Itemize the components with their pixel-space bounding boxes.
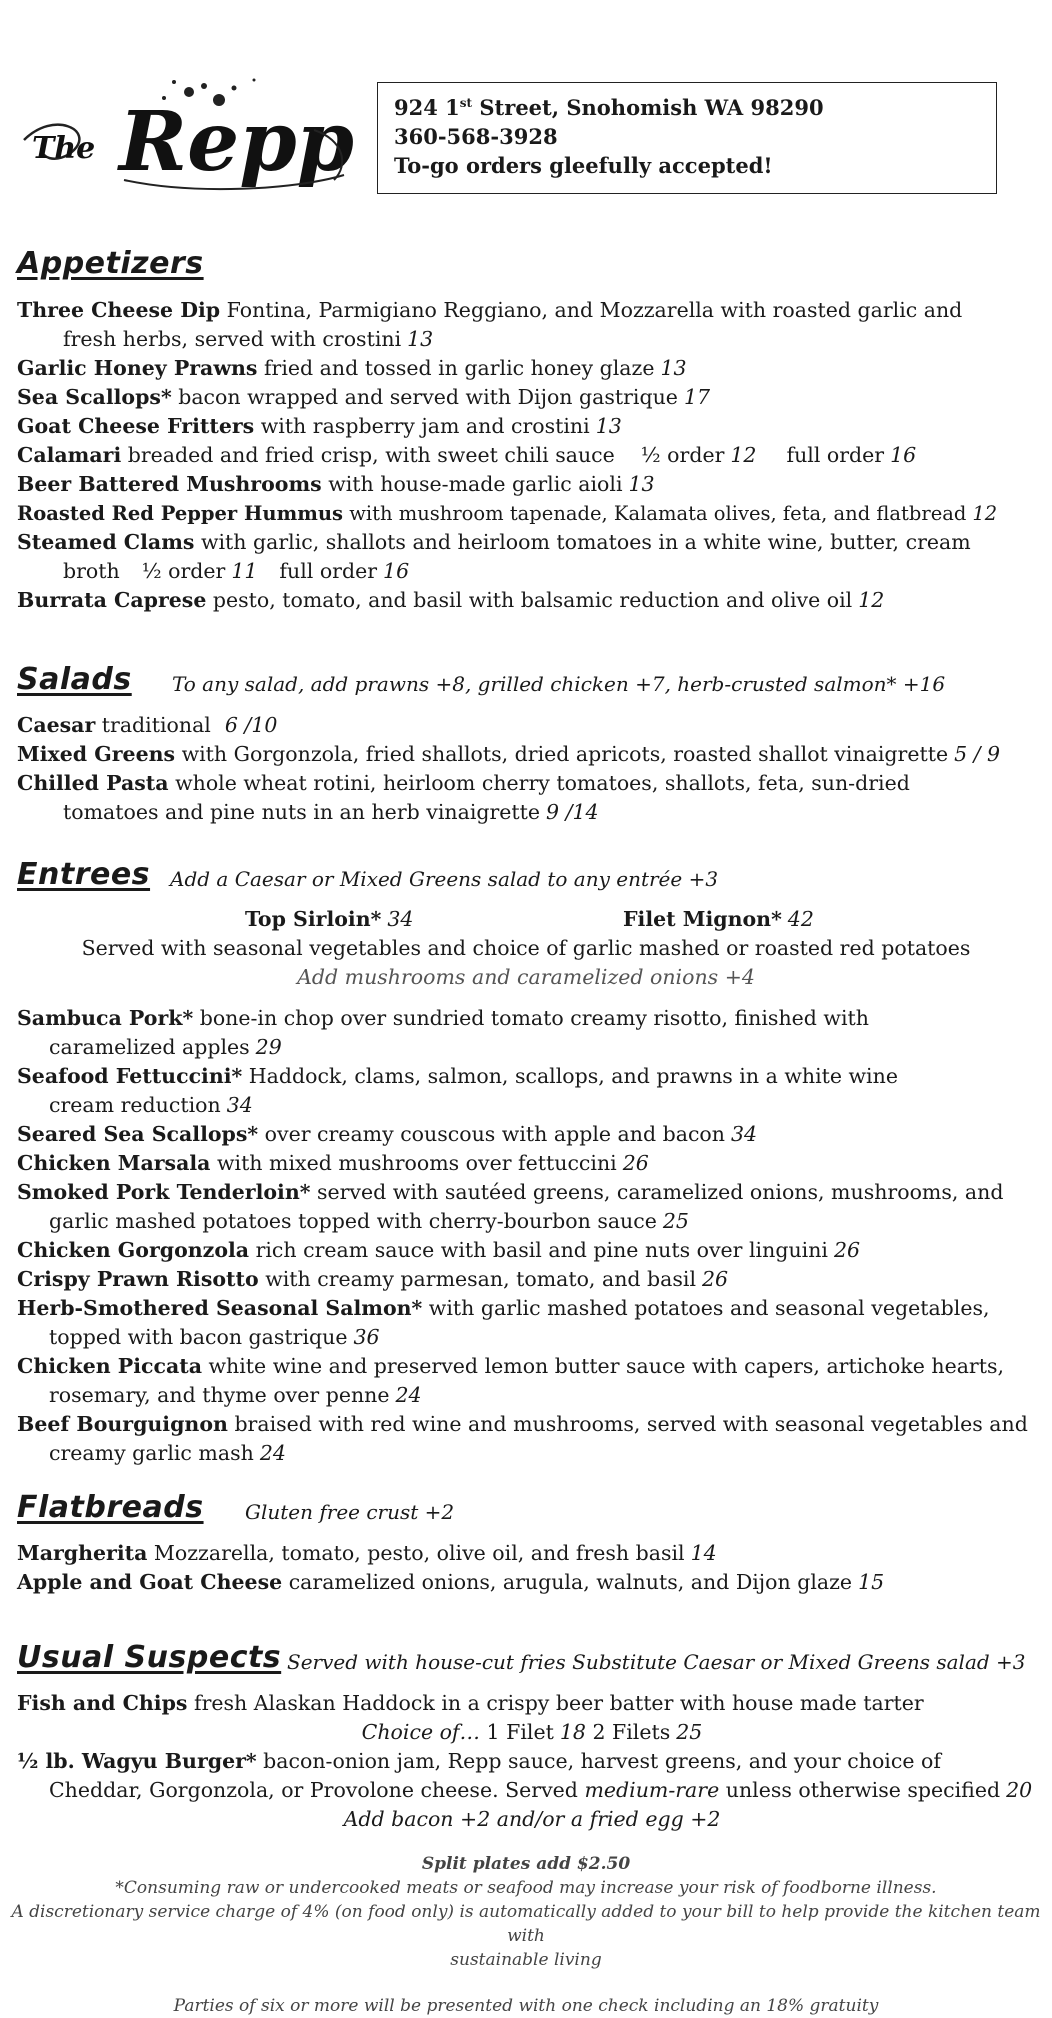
footer	[0, 1852, 1052, 2018]
price: 34	[730, 1122, 758, 1146]
flatbreads-note: Gluten free crust +2	[245, 1500, 455, 1524]
steak-addon: Add mushrooms and caramelized onions +4	[297, 965, 755, 989]
service-charge-note-cont: sustainable living	[450, 1950, 602, 1970]
svg-text:Repp: Repp	[119, 94, 354, 190]
menu-item: Goat Cheese Fritters with raspberry jam and crostini 13	[17, 414, 622, 438]
salads-list: Caesar traditional 6 /10 Mixed Greens with Gorgonzola, fried shallots, dried apricots, roasted shallot vinaigrette 5 / 9 Chilled Pasta whole wheat rotini, heirloom cherry tomatoes, shallots, feta, sun-dried tomatoes and pine nuts in an herb vinaigrette 9 /14	[17, 711, 1047, 827]
salads-title: Salads	[17, 662, 132, 697]
menu-item: Burrata Caprese pesto, tomato, and basil with balsamic reduction and olive oil 12	[17, 588, 885, 612]
menu-item: Apple and Goat Cheese caramelized onions, arugula, walnuts, and Dijon glaze 15	[17, 1570, 885, 1594]
menu-item: Mixed Greens with Gorgonzola, fried shallots, dried apricots, roasted shallot vinaigrette 5 / 9	[17, 742, 1001, 766]
menu-item: Seared Sea Scallops* over creamy couscous with apple and bacon 34	[17, 1122, 758, 1146]
entrees-note: Add a Caesar or Mixed Greens salad to any entrée +3	[170, 867, 719, 891]
flatbreads-title: Flatbreads	[17, 1490, 204, 1525]
menu-item: Roasted Red Pepper Hummus with mushroom tapenade, Kalamata olives, feta, and flatbread 12	[17, 502, 998, 525]
menu-item: Steamed Clams with garlic, shallots and heirloom tomatoes in a white wine, butter, cream	[17, 530, 971, 554]
price: 6 /10	[224, 713, 278, 737]
menu-item: Chicken Gorgonzola rich cream sauce with basil and pine nuts over linguini 26	[17, 1238, 861, 1262]
steak-sirloin: Top Sirloin* 34	[245, 907, 414, 931]
price: 20	[1006, 1778, 1033, 1802]
price: 29	[255, 1035, 282, 1059]
menu-item: Beef Bourguignon braised with red wine and mushrooms, served with seasonal vegetables and	[17, 1412, 1028, 1436]
menu-item: Margherita Mozzarella, tomato, pesto, olive oil, and fresh basil 14	[17, 1541, 717, 1565]
address: 924 1st Street, Snohomish WA 98290	[394, 95, 824, 120]
contact-box	[377, 82, 997, 194]
price: 13	[660, 356, 687, 380]
consumption-warning: *Consuming raw or undercooked meats or seafood may increase your risk of foodborne illness.	[115, 1878, 937, 1898]
price: 36	[353, 1325, 380, 1349]
steak-filet: Filet Mignon* 42	[623, 907, 814, 931]
menu-item: Fish and Chips fresh Alaskan Haddock in a crispy beer batter with house made tarter	[17, 1691, 924, 1715]
flatbreads-list	[17, 1539, 1047, 1597]
menu-item: Chicken Marsala with mixed mushrooms over fettuccini 26	[17, 1151, 649, 1175]
svg-text:The: The	[32, 131, 96, 166]
service-charge-note: A discretionary service charge of 4% (on food only) is automatically added to your bill to help provide the kitchen team with	[11, 1902, 1041, 1946]
price: 13	[628, 472, 655, 496]
menu-item: Chilled Pasta whole wheat rotini, heirloom cherry tomatoes, shallots, feta, sun-dried	[17, 771, 910, 795]
price: 12	[858, 588, 885, 612]
price: 17	[683, 385, 711, 409]
price: 26	[702, 1267, 729, 1291]
usual-suspects-note: Served with house-cut fries Substitute Caesar or Mixed Greens salad +3	[287, 1650, 1026, 1674]
menu-item: Three Cheese Dip Fontina, Parmigiano Reggiano, and Mozzarella with roasted garlic and	[17, 298, 963, 322]
menu-item: Garlic Honey Prawns fried and tossed in garlic honey glaze 13	[17, 356, 687, 380]
menu-item: Sambuca Pork* bone-in chop over sundried tomato creamy risotto, finished with	[17, 1006, 869, 1030]
price: 25	[662, 1209, 689, 1233]
price: 5 / 9	[954, 742, 1001, 766]
price: 15	[858, 1570, 885, 1594]
menu-item: Caesar traditional 6 /10	[17, 713, 278, 737]
entrees-list: Sambuca Pork* bone-in chop over sundried tomato creamy risotto, finished with caramelized apples 29 Seafood Fettuccini* Haddock, clams, salmon, scallops, and prawns in a white wine cream reduction 34 Seared Sea Scallops* over creamy couscous with apple and bacon 34 Chicken Marsala with mixed mushrooms over fettuccini 26 Smoked Pork Tenderloin* served with sautéed greens, caramelized onions, mushrooms, and garlic mashed potatoes topped with cherry-bourbon sauce 25 Chicken Gorgonzola rich cream sauce with basil and pine nuts over linguini 26 Crispy Prawn Risotto with creamy parmesan, tomato, and basil 26 Herb-Smothered Seasonal Salmon* with garlic mashed potatoes and seasonal vegetables, topped with bacon gastrique 36 Chicken Piccata white wine and preserved lemon butter sauce with capers, artichoke hearts, rosemary, and thyme over penne 24 Beef Bourguignon braised with red wine and mushrooms, served with seasonal vegetables and creamy garlic mash 24	[17, 1004, 1047, 1468]
split-plate-note: Split plates add $2.50	[421, 1854, 631, 1874]
menu-item: Beer Battered Mushrooms with house-made garlic aioli 13	[17, 472, 655, 496]
restaurant-logo	[14, 70, 354, 200]
price: 24	[395, 1383, 422, 1407]
phone-number: 360-568-3928	[394, 124, 558, 149]
menu-item: Smoked Pork Tenderloin* served with sautéed greens, caramelized onions, mushrooms, and	[17, 1180, 1004, 1204]
togo-note: To-go orders gleefully accepted!	[394, 153, 773, 178]
price: 26	[622, 1151, 649, 1175]
entrees-title: Entrees	[17, 857, 151, 892]
menu-item: Seafood Fettuccini* Haddock, clams, salmon, scallops, and prawns in a white wine	[17, 1064, 898, 1088]
appetizers-title: Appetizers	[17, 246, 204, 281]
price: 13	[407, 327, 434, 351]
usual-suspects-title: Usual Suspects	[17, 1640, 282, 1675]
usual-suspects-list: Fish and Chips fresh Alaskan Haddock in a crispy beer batter with house made tarter Choice of… 1 Filet 18 2 Filets 25 ½ lb. Wagyu Burger* bacon-onion jam, Repp sauce, harvest greens, and your choice of Cheddar, Gorgonzola, or Provolone cheese. Served medium-rare unless otherwise specified 20 Add bacon +2 and/or a fried egg +2	[17, 1689, 1047, 1834]
party-gratuity-note: Parties of six or more will be presented with one check including an 18% gratuity	[173, 1996, 879, 2016]
price: 14	[690, 1541, 717, 1565]
price: 26	[833, 1238, 861, 1262]
price: 24	[259, 1441, 286, 1465]
menu-item: ½ lb. Wagyu Burger* bacon-onion jam, Repp sauce, harvest greens, and your choice of	[17, 1749, 941, 1773]
salads-note: To any salad, add prawns +8, grilled chicken +7, herb-crusted salmon* +16	[172, 672, 946, 696]
menu-item: Calamari breaded and fried crisp, with sweet chili sauce ½ order 12 full order 16	[17, 443, 917, 467]
menu-item: Sea Scallops* bacon wrapped and served with Dijon gastrique 17	[17, 385, 711, 409]
price: 9 /14	[546, 800, 599, 824]
price: 34	[226, 1093, 253, 1117]
burger-addon: Add bacon +2 and/or a fried egg +2	[343, 1807, 721, 1831]
menu-item: Chicken Piccata white wine and preserved lemon butter sauce with capers, artichoke hearts,	[17, 1354, 1004, 1378]
price: 12	[972, 502, 998, 525]
price: 13	[595, 414, 622, 438]
menu-item: Crispy Prawn Risotto with creamy parmesan, tomato, and basil 26	[17, 1267, 729, 1291]
appetizers-list: Three Cheese Dip Fontina, Parmigiano Reggiano, and Mozzarella with roasted garlic and fresh herbs, served with crostini 13 Garlic Honey Prawns fried and tossed in garlic honey glaze 13 Sea Scallops* bacon wrapped and served with Dijon gastrique 17 Goat Cheese Fritters with raspberry jam and crostini 13 Calamari breaded and fried crisp, with sweet chili sauce ½ order 12 full order 16 Beer Battered Mushrooms with house-made garlic aioli 13 Roasted Red Pepper Hummus with mushroom tapenade, Kalamata olives, feta, and flatbread 12 Steamed Clams with garlic, shallots and heirloom tomatoes in a white wine, butter, cream broth ½ order 11 full order 16 Burrata Caprese pesto, tomato, and basil with balsamic reduction and olive oil 12	[17, 296, 1047, 615]
steak-description: Served with seasonal vegetables and choice of garlic mashed or roasted red potatoes	[81, 936, 971, 960]
menu-item: Herb-Smothered Seasonal Salmon* with garlic mashed potatoes and seasonal vegetables,	[17, 1296, 990, 1320]
